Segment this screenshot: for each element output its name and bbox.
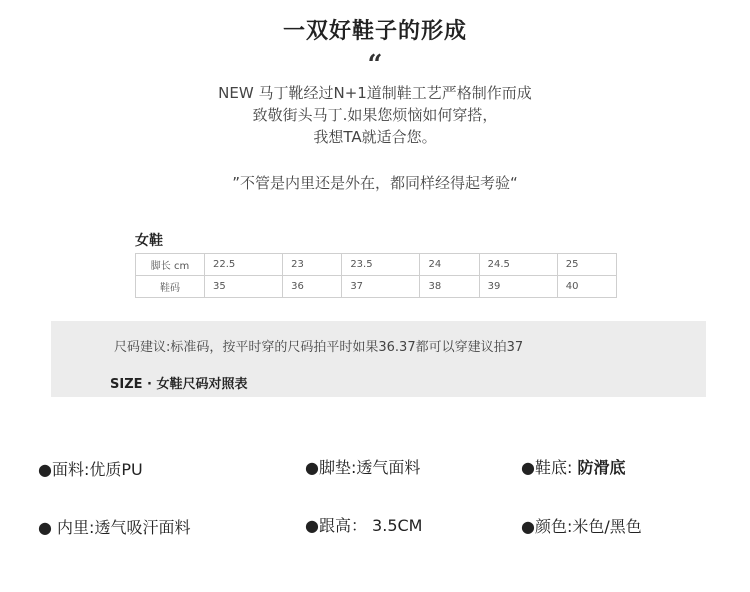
intro-line: 我想TA就适合您。 (313, 128, 437, 146)
intro-line: NEW 马丁靴经过N+1道制鞋工艺严格制作而成 (218, 84, 532, 102)
intro-text (0, 82, 750, 148)
table-row (136, 276, 617, 298)
feature-lining: ● 内里:透气吸汗面料 (38, 518, 191, 537)
table-cell: 40 (557, 276, 616, 298)
size-note-band (51, 321, 706, 397)
feature-sole-value: 防滑底 (577, 458, 626, 477)
table-cell: 38 (420, 276, 479, 298)
table-cell: 35 (205, 276, 283, 298)
feature-sole (521, 455, 625, 478)
table-cell: 37 (342, 276, 420, 298)
table-row (136, 254, 617, 276)
table-cell: 25 (557, 254, 616, 276)
size-table (135, 253, 617, 298)
table-cell: 24.5 (479, 254, 557, 276)
feature-insole: ●脚垫:透气面料 (305, 458, 421, 477)
table-cell: 23.5 (342, 254, 420, 276)
feature-color: ●颜色:米色/黑色 (521, 517, 642, 536)
intro-line: 致敬街头马丁.如果您烦恼如何穿搭， (252, 106, 498, 124)
page-title: 一双好鞋子的形成 (282, 19, 467, 44)
size-table-title: 女鞋 (135, 233, 163, 249)
feature-upper: ●面料:优质PU (38, 460, 143, 479)
feature-heel: ●跟高： 3.5CM (305, 516, 423, 535)
table-row-label: 脚长 cm (136, 254, 205, 276)
table-cell: 24 (420, 254, 479, 276)
quote-mark: “ (367, 50, 383, 80)
table-cell: 22.5 (205, 254, 283, 276)
size-chart-heading: SIZE · 女鞋尺码对照表 (110, 377, 248, 392)
size-advice: 尺码建议:标准码，按平时穿的尺码拍平时如果36.37都可以穿建议拍37 (114, 340, 524, 355)
motto-text: ”不管是内里还是外在，都同样经得起考验“ (232, 174, 518, 192)
table-cell: 39 (479, 276, 557, 298)
table-cell: 23 (283, 254, 342, 276)
feature-sole-label: ●鞋底: (521, 458, 578, 477)
table-row-label: 鞋码 (136, 276, 205, 298)
table-cell: 36 (283, 276, 342, 298)
